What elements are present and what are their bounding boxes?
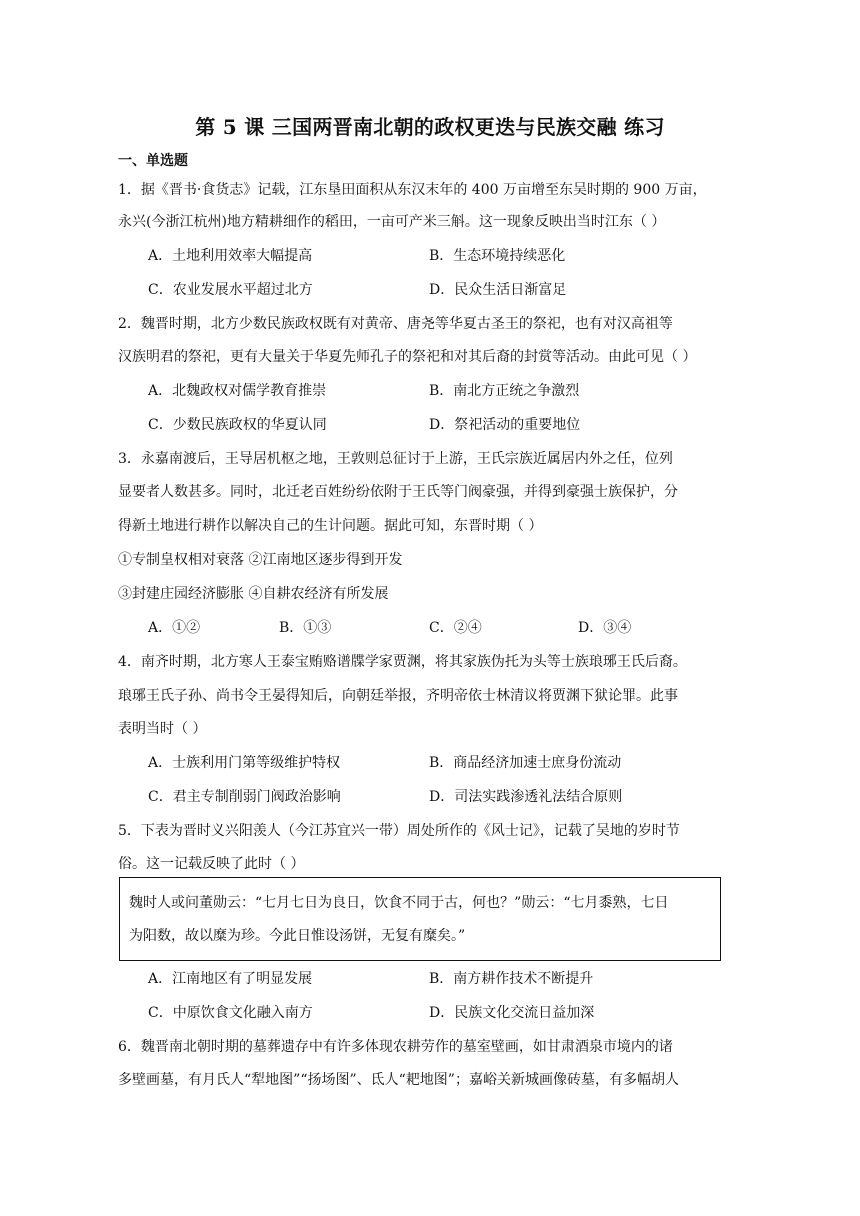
question-1-option-b: B．生态环境持续恶化 bbox=[429, 248, 566, 264]
question-2-option-a: A．北魏政权对儒学教育推崇 bbox=[148, 383, 327, 399]
question-4-line-3: 表明当时（ ） bbox=[118, 721, 207, 737]
question-3-line-1: 3．永嘉南渡后，王导居机枢之地，王敦则总征讨于上游，王氏宗族近属居内外之任，位列 bbox=[118, 451, 673, 467]
section-heading: 一、单选题 bbox=[118, 153, 188, 169]
question-6-line-2: 多壁画墓，有月氏人“犁地图”“扬场图”、氐人“耙地图”；嘉峪关新城画像砖墓，有多幅胡人 bbox=[118, 1072, 679, 1088]
question-1-option-d: D．民众生活日渐富足 bbox=[429, 282, 567, 298]
question-4-option-b: B．商品经济加速士庶身份流动 bbox=[429, 755, 622, 771]
question-5-option-a: A．江南地区有了明显发展 bbox=[148, 971, 313, 987]
question-6-line-1: 6．魏晋南北朝时期的墓葬遗存中有许多体现农耕劳作的墓室壁画，如甘肃酒泉市境内的诸 bbox=[118, 1039, 673, 1055]
question-1-option-a: A．土地利用效率大幅提高 bbox=[148, 248, 313, 264]
question-1-line-1: 1．据《晋书·食货志》记载，江东垦田面积从东汉末年的 400 万亩增至东吴时期的 900 万亩， bbox=[118, 182, 707, 198]
quote-line-2: 为阳数，故以糜为珍。今此日惟设汤饼，无复有糜矣。” bbox=[129, 928, 466, 944]
question-4-option-c: C．君主专制削弱门阀政治影响 bbox=[148, 789, 341, 805]
question-3-line-3: 得新土地进行耕作以解决自己的生计问题。据此可知，东晋时期（ ） bbox=[118, 518, 543, 534]
question-3-option-c: C．②④ bbox=[429, 620, 482, 636]
question-4-option-d: D．司法实践渗透礼法结合原则 bbox=[429, 789, 623, 805]
page-title: 第 5 课 三国两晋南北朝的政权更迭与民族交融 练习 bbox=[195, 115, 665, 139]
question-3-line-2: 显要者人数甚多。同时，北迁老百姓纷纷依附于王氏等门阀豪强，并得到豪强士族保护，分 bbox=[118, 484, 678, 500]
question-5-option-c: C．中原饮食文化融入南方 bbox=[148, 1005, 313, 1021]
question-5-line-2: 俗。这一记载反映了此时（ ） bbox=[118, 856, 305, 872]
question-4-line-2: 琅琊王氏子孙、尚书令王晏得知后，向朝廷举报，齐明帝依士林清议将贾渊下狱论罪。此事 bbox=[118, 688, 678, 704]
question-2-option-b: B．南北方正统之争激烈 bbox=[429, 383, 580, 399]
question-3-statement-2: ③封建庄园经济膨胀 ④自耕农经济有所发展 bbox=[118, 586, 389, 602]
question-3-option-d: D．③④ bbox=[578, 620, 632, 636]
quote-box bbox=[119, 877, 721, 961]
question-2-line-1: 2．魏晋时期，北方少数民族政权既有对黄帝、唐尧等华夏古圣王的祭祀，也有对汉高祖等 bbox=[118, 316, 673, 332]
question-1-line-2: 永兴(今浙江杭州)地方精耕细作的稻田，一亩可产米三斛。这一现象反映出当时江东（ ） bbox=[118, 214, 666, 230]
question-3-option-b: B．①③ bbox=[279, 620, 332, 636]
question-2-line-2: 汉族明君的祭祀，更有大量关于华夏先师孔子的祭祀和对其后裔的封赏等活动。由此可见（ ） bbox=[118, 349, 697, 365]
question-2-option-c: C．少数民族政权的华夏认同 bbox=[148, 417, 327, 433]
question-3-statement-1: ①专制皇权相对衰落 ②江南地区逐步得到开发 bbox=[118, 552, 403, 568]
question-1-option-c: C．农业发展水平超过北方 bbox=[148, 282, 313, 298]
question-4-line-1: 4．南齐时期，北方寒人王泰宝贿赂谱牒学家贾渊，将其家族伪托为头等士族琅琊王氏后裔。 bbox=[118, 654, 687, 670]
quote-line-1: 魏时人或问董勋云：“七月七日为良日，饮食不同于古，何也？”勋云：“七月黍熟，七日 bbox=[129, 895, 669, 911]
question-5-line-1: 5．下表为晋时义兴阳羡人（今江苏宜兴一带）周处所作的《风士记》，记载了吴地的岁时节 bbox=[118, 823, 680, 839]
question-2-option-d: D．祭祀活动的重要地位 bbox=[429, 417, 581, 433]
question-3-option-a: A．①② bbox=[148, 620, 201, 636]
question-5-option-d: D．民族文化交流日益加深 bbox=[429, 1005, 595, 1021]
question-5-option-b: B．南方耕作技术不断提升 bbox=[429, 971, 594, 987]
question-4-option-a: A．士族利用门第等级维护特权 bbox=[148, 755, 341, 771]
